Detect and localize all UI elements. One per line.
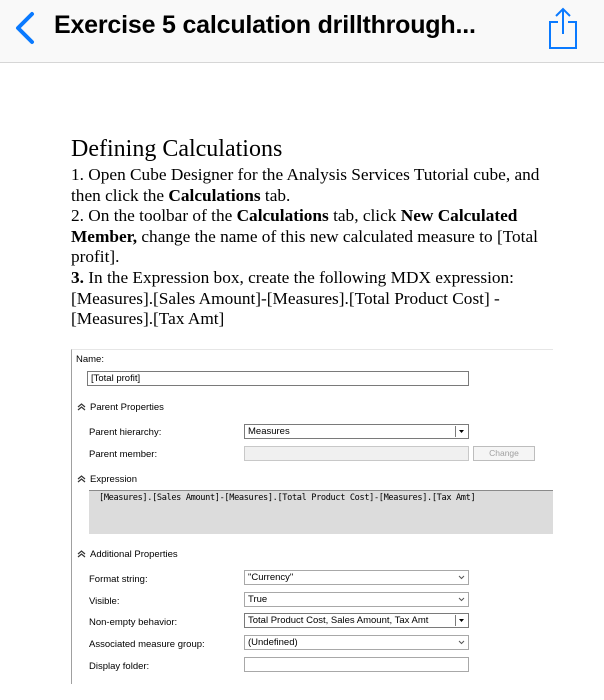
chevron-down-icon — [456, 637, 467, 648]
parent-hierarchy-label: Parent hierarchy: — [89, 427, 162, 438]
chevron-left-icon — [10, 10, 42, 46]
parent-member-label: Parent member: — [89, 449, 158, 460]
expression-header[interactable]: Expression — [77, 474, 137, 485]
chevron-down-icon — [456, 594, 467, 605]
display-folder-label: Display folder: — [89, 661, 150, 672]
dropdown-arrow-icon — [455, 426, 467, 437]
change-button[interactable]: Change — [473, 446, 535, 461]
measure-group-select[interactable]: (Undefined) — [244, 635, 469, 650]
expression-editor[interactable] — [89, 490, 553, 534]
step-3: 3. In the Expression box, create the following MDX expression: [Measures].[Sales Amount]-[Measures].[Total Product Cost] - [Measures].[Tax Amt] — [71, 267, 514, 329]
name-input[interactable]: [Total profit] — [87, 371, 469, 386]
share-icon — [546, 6, 580, 50]
collapse-icon — [77, 474, 86, 483]
non-empty-behavior-select[interactable]: Total Product Cost, Sales Amount, Tax Amt — [244, 613, 469, 628]
visible-select[interactable]: True — [244, 592, 469, 607]
chevron-down-icon — [456, 572, 467, 583]
visible-label: Visible: — [89, 596, 120, 607]
parent-hierarchy-select[interactable]: Measures — [244, 424, 469, 439]
display-folder-input[interactable] — [244, 657, 469, 672]
share-button[interactable] — [546, 6, 580, 50]
parent-properties-header[interactable]: Parent Properties — [77, 402, 164, 413]
non-empty-behavior-label: Non-empty behavior: — [89, 617, 178, 628]
collapse-icon — [77, 549, 86, 558]
parent-member-field — [244, 446, 469, 461]
calculated-member-dialog — [71, 349, 553, 684]
step-2: 2. On the toolbar of the Calculations tab, click New Calculated Member, change the name of this new calculated measure to [Total profit]. — [71, 206, 538, 267]
document-body — [71, 135, 541, 330]
back-button[interactable] — [10, 10, 42, 46]
page-title: Exercise 5 calculation drillthrough... — [54, 11, 476, 39]
step-1: 1. Open Cube Designer for the Analysis Services Tutorial cube, and then click the Calculations tab. — [71, 165, 540, 205]
section-heading: Defining Calculations — [71, 136, 283, 162]
format-string-label: Format string: — [89, 574, 148, 585]
measure-group-label: Associated measure group: — [89, 639, 205, 650]
expression-text: [Measures].[Sales Amount]-[Measures].[Total Product Cost]-[Measures].[Tax Amt] — [99, 493, 476, 503]
collapse-icon — [77, 402, 86, 411]
nav-bar — [0, 0, 604, 63]
name-label: Name: — [76, 354, 104, 365]
additional-properties-header[interactable]: Additional Properties — [77, 549, 178, 560]
dropdown-arrow-icon — [455, 615, 467, 626]
format-string-select[interactable]: "Currency" — [244, 570, 469, 585]
